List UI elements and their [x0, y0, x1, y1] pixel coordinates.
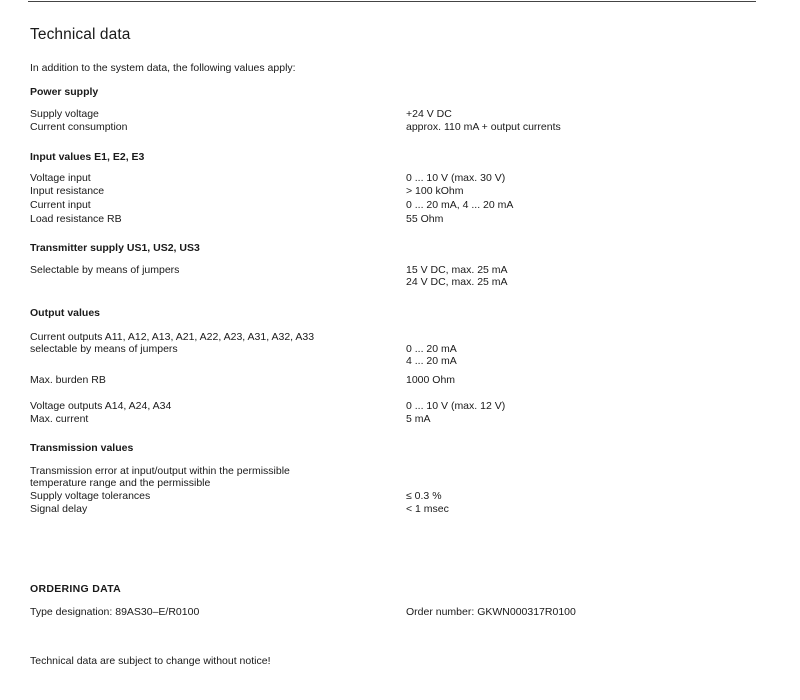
spec-value: +24 V DC — [406, 108, 452, 120]
spec-value-line: 4 ... 20 mA — [406, 355, 457, 367]
spec-value: ≤ 0.3 % — [406, 490, 442, 502]
ordering-data-heading: ORDERING DATA — [30, 583, 122, 595]
spec-label-line: Current outputs A11, A12, A13, A21, A22, A23, A31, A32, A33 — [30, 331, 315, 343]
spec-value: 1000 Ohm — [406, 374, 456, 386]
spec-label: Voltage outputs A14, A24, A34 — [30, 400, 172, 412]
spec-value: 0 ... 10 V (max. 12 V) — [406, 400, 506, 412]
spec-label: Input resistance — [30, 185, 105, 197]
spec-label: Current input — [30, 199, 91, 211]
intro-text: In addition to the system data, the following values apply: — [30, 62, 296, 74]
spec-label-line: Transmission error at input/output within the permissible — [30, 465, 290, 477]
spec-label: Max. current — [30, 413, 89, 425]
section-heading-power-supply: Power supply — [30, 86, 99, 98]
section-heading-transmission-values: Transmission values — [30, 442, 134, 454]
spec-label: Signal delay — [30, 503, 88, 515]
spec-value: < 1 msec — [406, 503, 449, 515]
spec-value: 55 Ohm — [406, 213, 444, 225]
spec-label — [30, 465, 290, 489]
change-notice: Technical data are subject to change without notice! — [30, 655, 271, 667]
spec-value: 5 mA — [406, 413, 431, 425]
spec-label: Max. burden RB — [30, 374, 106, 386]
section-heading-transmitter-supply: Transmitter supply US1, US2, US3 — [30, 242, 200, 254]
spec-label: Supply voltage tolerances — [30, 490, 151, 502]
type-designation: Type designation: 89AS30–E/R0100 — [30, 606, 200, 618]
spec-value-line: 24 V DC, max. 25 mA — [406, 276, 508, 288]
spec-label: Supply voltage — [30, 108, 99, 120]
top-divider — [28, 1, 756, 2]
section-heading-input-values: Input values E1, E2, E3 — [30, 151, 145, 163]
order-number: Order number: GKWN000317R0100 — [406, 606, 576, 618]
spec-value: approx. 110 mA + output currents — [406, 121, 561, 133]
section-heading-output-values: Output values — [30, 307, 101, 319]
spec-value — [406, 343, 457, 367]
spec-label: Load resistance RB — [30, 213, 122, 225]
spec-label-line: selectable by means of jumpers — [30, 343, 178, 355]
spec-value-line: 0 ... 20 mA — [406, 343, 457, 355]
page-title: Technical data — [30, 26, 131, 43]
spec-value: 0 ... 20 mA, 4 ... 20 mA — [406, 199, 514, 211]
spec-value: > 100 kOhm — [406, 185, 464, 197]
spec-value: 0 ... 10 V (max. 30 V) — [406, 172, 506, 184]
spec-label: Selectable by means of jumpers — [30, 264, 180, 276]
spec-label — [30, 331, 314, 355]
spec-value — [406, 264, 508, 288]
spec-value-line: 15 V DC, max. 25 mA — [406, 264, 508, 276]
spec-label: Current consumption — [30, 121, 128, 133]
spec-label: Voltage input — [30, 172, 91, 184]
spec-label-line: temperature range and the permissible — [30, 477, 211, 489]
